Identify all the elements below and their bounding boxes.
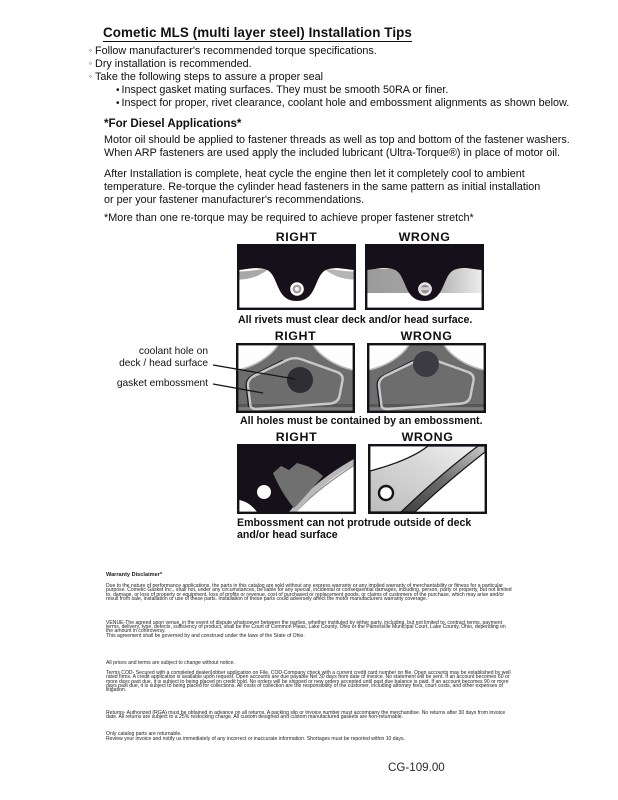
page-title: Cometic MLS (multi layer steel) Installation Tips bbox=[103, 25, 412, 40]
protrude-caption-line1: Embossment can not protrude outside of deck bbox=[237, 517, 472, 529]
filled-bullet-icon: • bbox=[116, 85, 120, 96]
filled-bullet-icon: • bbox=[116, 98, 120, 109]
paragraph-line: Motor oil should be applied to fastener threads as well as top and bottom of the fastener washers. bbox=[104, 134, 570, 146]
coolant-hole-label: coolant hole on bbox=[138, 346, 208, 357]
disclaimer-paragraph: All prices and terms are subject to change without notice. bbox=[106, 659, 235, 666]
open-bullet-icon: ◦ bbox=[89, 58, 93, 68]
wrong-label: WRONG bbox=[401, 430, 454, 444]
open-bullet-icon: ◦ bbox=[89, 71, 93, 81]
bullet-text: Inspect for proper, rivet clearance, coolant hole and embossment alignments as shown below. bbox=[121, 97, 570, 109]
paragraph-line: When ARP fasteners are used apply the included lubricant (Ultra-Torque®) in place of motor oil. bbox=[104, 147, 561, 159]
wrong-label: WRONG bbox=[400, 329, 453, 343]
list-item bbox=[89, 58, 252, 70]
embossment-right-diagram bbox=[236, 343, 355, 413]
coolant-hole-label: deck / head surface bbox=[119, 358, 208, 369]
disclaimer-paragraph: This agreement shall be governed by and construed under the laws of the State of Ohio. bbox=[106, 633, 305, 639]
embossment-wrong-diagram bbox=[367, 343, 486, 413]
gasket-embossment-label: gasket embossment bbox=[116, 378, 208, 389]
right-label: RIGHT bbox=[275, 430, 318, 444]
retorque-note: *More than one re-torque may be required to achieve proper fastener stretch* bbox=[104, 212, 474, 224]
paragraph-line: temperature. Re-torque the cylinder head fasteners in the same pattern as initial installation bbox=[104, 181, 541, 193]
disclaimer-paragraph: Due to the nature of performance applications, the parts in this catalog are sold without any express warranty or any implied warranty of merchantability or fitness for a particular purpose. Cometic Gasket Inc., shall not, under any circumstances, be liable for any special, incidental or consequential damages, including, person, party or property, but not limited to, damage, or loss of property or equipment, loss of profits or revenue, cost of purchased or replacement goods, or claims of customers of the purchase, which may arise and/or result from sale, installation or use of these parts. Installation of these parts could adversely affect the motor manufacturers warranty coverage. bbox=[106, 583, 512, 602]
protrude-right-diagram bbox=[237, 444, 356, 514]
list-item bbox=[116, 97, 569, 109]
disclaimer-paragraph: Review your invoice and notify us immediately of any incorrect or inaccurate information. Shortages must be reported within 10 days. bbox=[106, 735, 405, 742]
right-label: RIGHT bbox=[274, 329, 317, 343]
holes-caption: All holes must be contained by an embossment. bbox=[240, 415, 483, 427]
disclaimer-paragraph: Only catalog parts are returnable. bbox=[106, 731, 182, 737]
page-code: CG-109.00 bbox=[388, 761, 445, 774]
disclaimer-paragraph: Returns- Authorized (RGA) must be obtained in advance on all returns. A packing slip or invoice number must accompany the merchandise. No returns after 30 days from invoice date. All returns are subject to a 25% restocking charge. All custom designed and custom manufactured gaskets are non-returnable. bbox=[106, 710, 506, 721]
warranty-disclaimer-heading: Warranty Disclaimer* bbox=[106, 572, 163, 578]
bullet-text: Follow manufacturer's recommended torque specifications. bbox=[95, 45, 377, 57]
open-bullet-icon: ◦ bbox=[89, 45, 93, 55]
diesel-heading: *For Diesel Applications* bbox=[104, 117, 242, 130]
list-item bbox=[89, 71, 323, 83]
protrude-caption-line2: and/or head surface bbox=[237, 529, 338, 541]
rivet-wrong-diagram bbox=[365, 244, 484, 310]
bullet-text: Inspect gasket mating surfaces. They must be smooth 50RA or finer. bbox=[121, 84, 449, 96]
disclaimer-paragraph: VENUE-The agreed upon venue, in the event of dispute whatsoever between the parties, whether instituted by either party, including, but not limited to, contract terms, payment terms, delivery, type, defects, sufficiency of product, shall be the Court of Common Pleas, Lake County, Ohio or the Painesville Municipal Court, Lake County, Ohio, depending on the amount in controversy. bbox=[106, 619, 506, 634]
protrude-wrong-diagram bbox=[368, 444, 487, 514]
bullet-text: Take the following steps to assure a proper seal bbox=[95, 71, 324, 83]
list-item bbox=[116, 84, 448, 96]
right-label: RIGHT bbox=[275, 230, 318, 244]
paragraph-line: or per your fastener manufacturer's recommendations. bbox=[104, 194, 365, 206]
rivet-right-diagram bbox=[237, 244, 356, 310]
rivet-caption: All rivets must clear deck and/or head surface. bbox=[238, 314, 473, 326]
wrong-label: WRONG bbox=[398, 230, 451, 244]
disclaimer-paragraph: Terms COD- Secured with a completed dealer/jobber application on File, COD-Company check with a current credit card number on file. Open accounts may be established by well rated firms. A credit application is available upon request. Open accounts are due payable Net 30 days from date of invoice. No statement will be sent. If an account becomes 60 or more days past due, it is subject to being placed on credit hold. No orders will be shipped or new orders accepted until past due balance is paid. If an account becomes 90 or more days past due, it is subject to being placed for collections. All costs of collection are the responsibility of the customer, including attorney fees, court costs, and other expenses of litigation. bbox=[106, 670, 511, 693]
list-item bbox=[89, 45, 377, 57]
bullet-text: Dry installation is recommended. bbox=[95, 58, 252, 70]
paragraph-line: After Installation is complete, heat cycle the engine then let it completely cool to ambient bbox=[104, 168, 525, 180]
